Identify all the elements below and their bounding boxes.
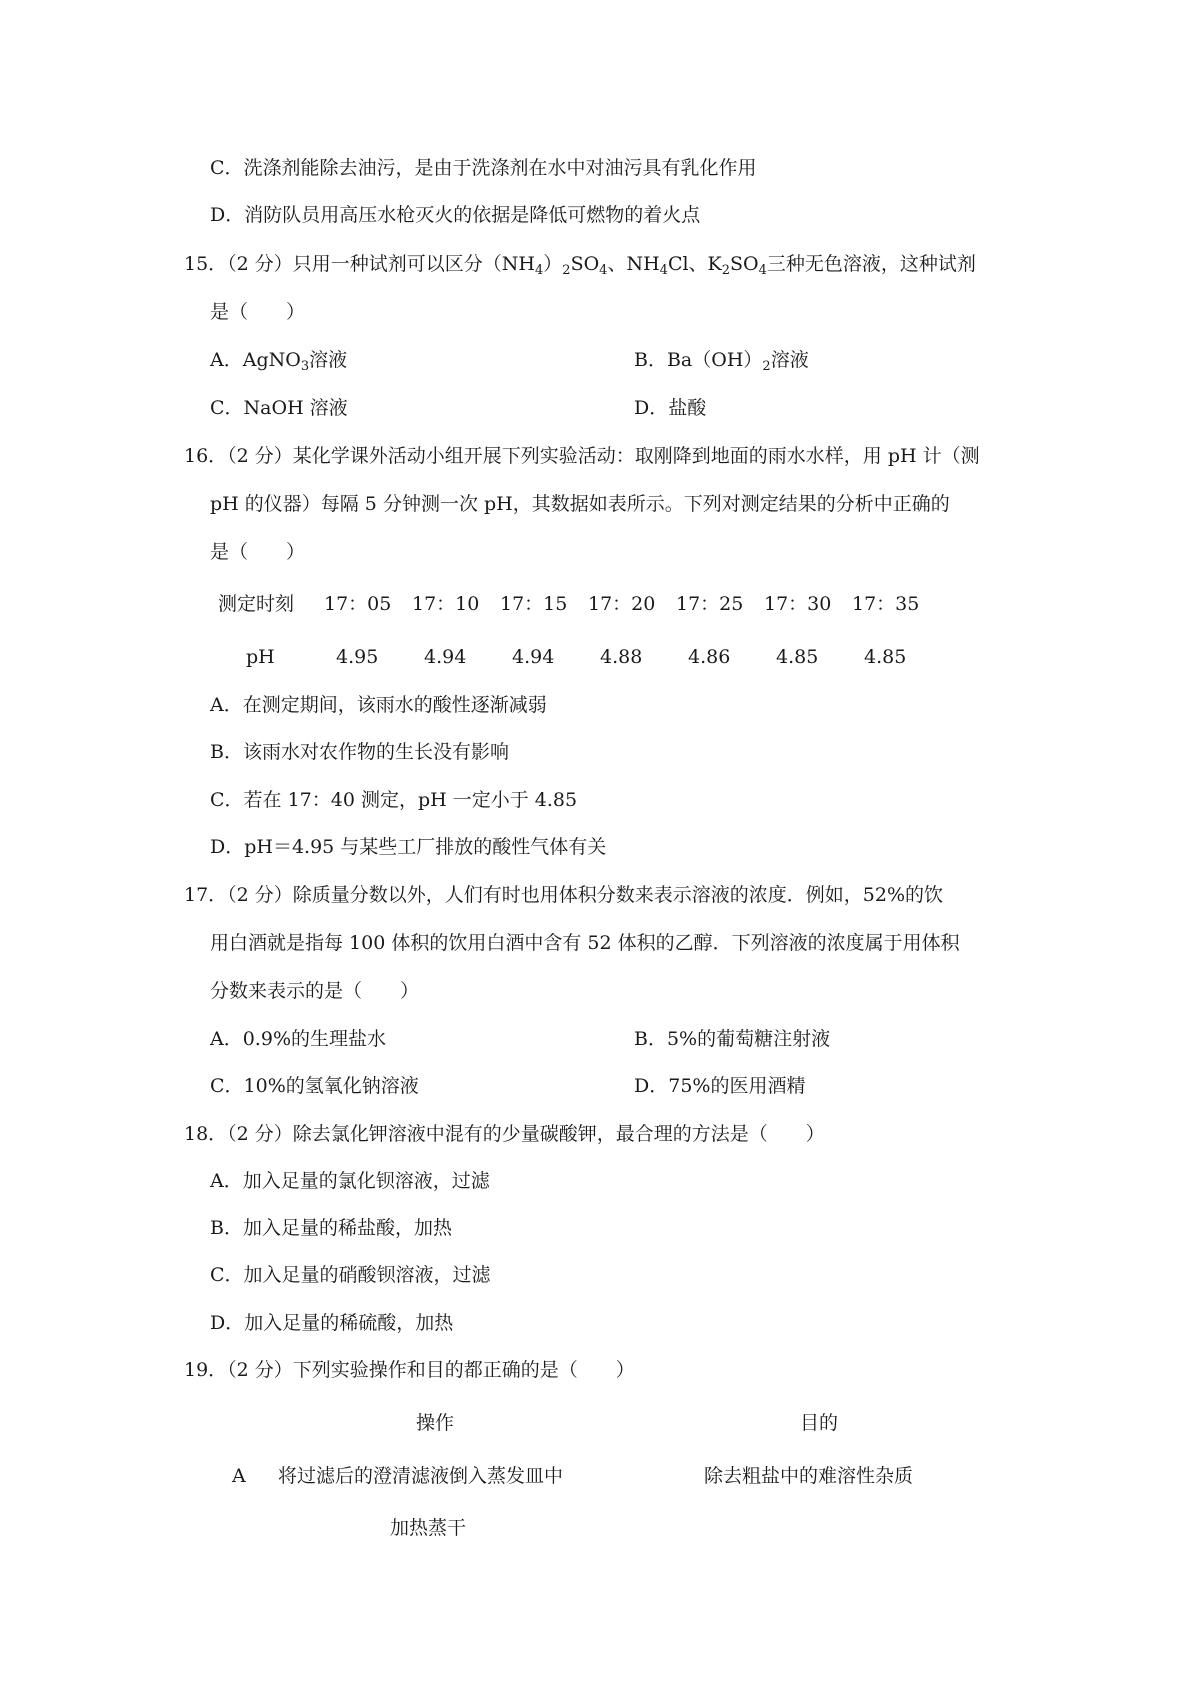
q19-table-header-operation: 操作 bbox=[416, 1412, 455, 1434]
q19-stem: 19．（2 分）下列实验操作和目的都正确的是（ ） bbox=[184, 1359, 635, 1381]
q14-option-d: D．消防队员用高压水枪灭火的依据是降低可燃物的着火点 bbox=[210, 204, 701, 226]
q18-option-a: A．加入足量的氯化钡溶液，过滤 bbox=[210, 1170, 490, 1192]
q17-option-a: A．0.9%的生理盐水 bbox=[210, 1028, 386, 1050]
q16-table-time: 17：15 bbox=[500, 593, 568, 615]
q16-table-header-ph: pH bbox=[246, 646, 275, 668]
q16-option-b: B．该雨水对农作物的生长没有影响 bbox=[210, 741, 509, 763]
q18-option-c: C．加入足量的硝酸钡溶液，过滤 bbox=[210, 1264, 491, 1286]
q19-table-row-operation-line2: 加热蒸干 bbox=[390, 1517, 467, 1539]
q16-table-ph: 4.94 bbox=[512, 646, 555, 668]
q18-option-b: B．加入足量的稀盐酸，加热 bbox=[210, 1217, 452, 1239]
q16-table-ph: 4.86 bbox=[688, 646, 731, 668]
q16-table-time: 17：25 bbox=[676, 593, 744, 615]
q16-option-d: D．pH＝4.95 与某些工厂排放的酸性气体有关 bbox=[210, 836, 607, 858]
q16-table-ph: 4.88 bbox=[600, 646, 643, 668]
q15-option-b: B．$Ba(OH)_2$溶液 bbox=[634, 349, 809, 374]
q16-table-ph: 4.85 bbox=[776, 646, 819, 668]
q17-option-d: D．75%的医用酒精 bbox=[634, 1075, 806, 1097]
q17-option-c: C．10%的氢氧化钠溶液 bbox=[210, 1075, 419, 1097]
q19-table-row-label: A bbox=[232, 1465, 246, 1487]
q16-table-time: 17：20 bbox=[588, 593, 656, 615]
q19-table-row-goal: 除去粗盐中的难溶性杂质 bbox=[704, 1465, 914, 1487]
q15-stem-line2: 是（ ） bbox=[210, 301, 306, 323]
q14-option-c: C．洗涤剂能除去油污，是由于洗涤剂在水中对油污具有乳化作用 bbox=[210, 157, 757, 179]
q16-table-time: 17：10 bbox=[412, 593, 480, 615]
q16-stem-line2: pH 的仪器）每隔 5 分钟测一次 pH，其数据如表所示。下列对测定结果的分析中正确的 bbox=[210, 493, 950, 515]
q17-stem-line2: 用白酒就是指每 100 体积的饮用白酒中含有 52 体积的乙醇．下列溶液的浓度属于用体积 bbox=[210, 932, 960, 954]
q16-table-ph: 4.94 bbox=[424, 646, 467, 668]
q16-option-a: A．在测定期间，该雨水的酸性逐渐减弱 bbox=[210, 694, 547, 716]
q19-table-row-operation-line1: 将过滤后的澄清滤液倒入蒸发皿中 bbox=[278, 1465, 564, 1487]
q15-option-a: A．AgNO$_3$溶液 bbox=[210, 349, 348, 374]
q15-option-d: D．盐酸 bbox=[634, 397, 707, 419]
q16-stem-line1: 16．（2 分）某化学课外活动小组开展下列实验活动：取刚降到地面的雨水水样，用 pH 计（测 bbox=[184, 445, 980, 467]
q18-option-d: D．加入足量的稀硫酸，加热 bbox=[210, 1312, 454, 1334]
q16-stem-line3: 是（ ） bbox=[210, 541, 306, 563]
q19-table-header-goal: 目的 bbox=[800, 1412, 839, 1434]
q16-table-ph: 4.85 bbox=[864, 646, 907, 668]
q15-stem: 15．（2 分）只用一种试剂可以区分$(NH_4)_2SO_4$、$NH_4Cl$、$K_2SO_4$三种无色溶液，这种试剂 bbox=[184, 253, 976, 278]
q17-option-b: B．5%的葡萄糖注射液 bbox=[634, 1028, 831, 1050]
q16-option-c: C．若在 17：40 测定，pH 一定小于 4.85 bbox=[210, 789, 578, 811]
q17-stem-line3: 分数来表示的是（ ） bbox=[210, 980, 420, 1002]
q18-stem: 18．（2 分）除去氯化钾溶液中混有的少量碳酸钾，最合理的方法是（ ） bbox=[184, 1123, 825, 1145]
q16-table-header-time: 测定时刻 bbox=[218, 593, 295, 615]
q16-table-time: 17：30 bbox=[764, 593, 832, 615]
q16-table-ph: 4.95 bbox=[336, 646, 379, 668]
q15-option-c: C．NaOH 溶液 bbox=[210, 397, 348, 419]
q17-stem-line1: 17．（2 分）除质量分数以外，人们有时也用体积分数来表示溶液的浓度．例如，52%的饮 bbox=[184, 884, 944, 906]
q16-table-time: 17：35 bbox=[852, 593, 920, 615]
q16-table-time: 17：05 bbox=[324, 593, 392, 615]
